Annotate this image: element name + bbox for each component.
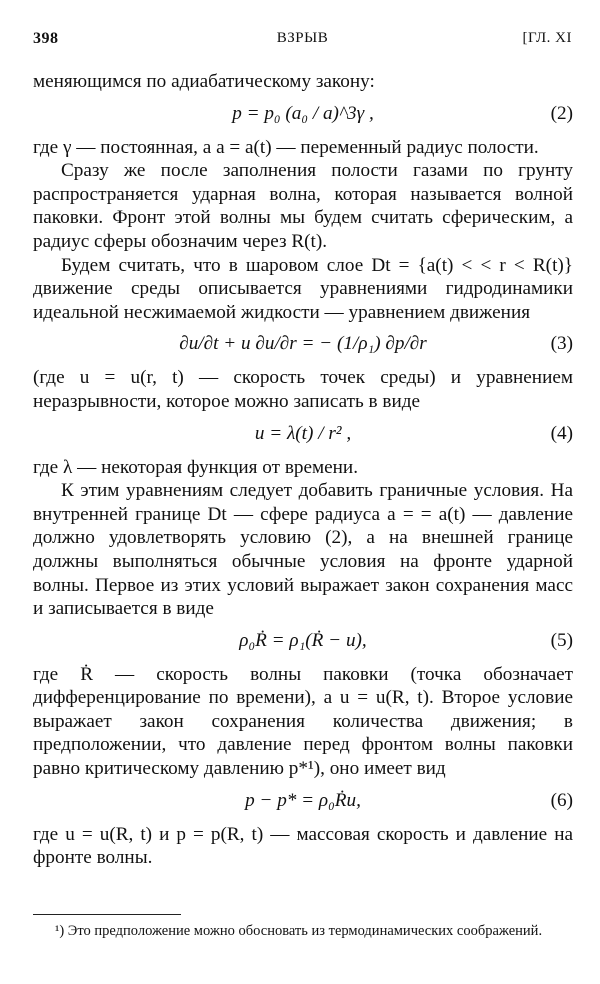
equation-5 [33,621,573,663]
equation-3 [33,324,573,366]
paragraph-3: Сразу же после заполнения полости газами по грунту распространяется ударная волна, которая называется волной паковки. Фронт этой волны мы будем считать сферическим, а радиус сферы обозначим через R(t). [33,160,573,252]
page-number: 398 [33,30,59,47]
equation-3-body: ∂u/∂t + u ∂u/∂r = − (1/ρ₁) ∂p/∂r [179,333,427,355]
equation-2-number: (2) [550,102,573,124]
running-title: ВЗРЫВ [276,30,329,46]
paragraph-8: где Ṙ — скорость волны паковки (точка обозначает дифференцирование по времени), а u = u(R, t). Второе условие выражает закон сохранения количества движения; в предположении, что давление перед фронтом волны паковки равно критическому давлению p*¹), оно имеет вид [33,663,573,780]
equation-2-body: p = p₀ (a₀ / a)^3γ , [232,102,374,124]
equation-4-number: (4) [550,422,573,444]
equation-2 [33,94,573,136]
paragraph-1: меняющимся по адиабатическому закону: [33,71,375,92]
paragraph-7: К этим уравнениям следует добавить граничные условия. На внутренней границе Dt — сфере радиуса a = = a(t) — давление должно удовлетворять условию (2), а на внешней границе должны выполняться обычные условия на фронте ударной волны. Первое из этих условий выражает закон сохранения масс и записывается в виде [33,480,573,620]
equation-6 [33,781,573,823]
equation-4-body: u = λ(t) / r² , [254,422,352,444]
main-text [33,70,573,870]
equation-5-number: (5) [550,629,573,651]
equation-6-body: p − p* = ρ₀Ṙu, [245,789,361,811]
paragraph-6: где λ — некоторая функция от времени. [33,456,358,478]
chapter-label: [ГЛ. XI [522,30,572,46]
equation-3-number: (3) [550,333,573,355]
equation-5-body: ρ₀Ṙ = ρ₁(Ṙ − u), [239,629,367,651]
footnote [33,922,573,941]
running-header [33,30,572,52]
equation-6-number: (6) [550,789,573,811]
footnote-rule [33,914,181,915]
paragraph-9: где u = u(R, t) и p = p(R, t) — массовая скорость и давление на фронте волны. [33,823,573,869]
paragraph-4: Будем считать, что в шаровом слое Dt = {a(t) < < r < R(t)} движение среды описывается уравнениями гидродинамики идеальной несжимаемой жидкости — уравнением движения [33,254,573,323]
equation-4 [33,414,573,456]
paragraph-5: (где u = u(r, t) — скорость точек среды) и уравнением неразрывности, которое можно записать в виде [33,367,573,412]
footnote-text: ¹) Это предположение можно обосновать из термодинамических соображений. [55,923,543,939]
paragraph-2: где γ — постоянная, а a = a(t) — переменный радиус полости. [33,136,539,158]
